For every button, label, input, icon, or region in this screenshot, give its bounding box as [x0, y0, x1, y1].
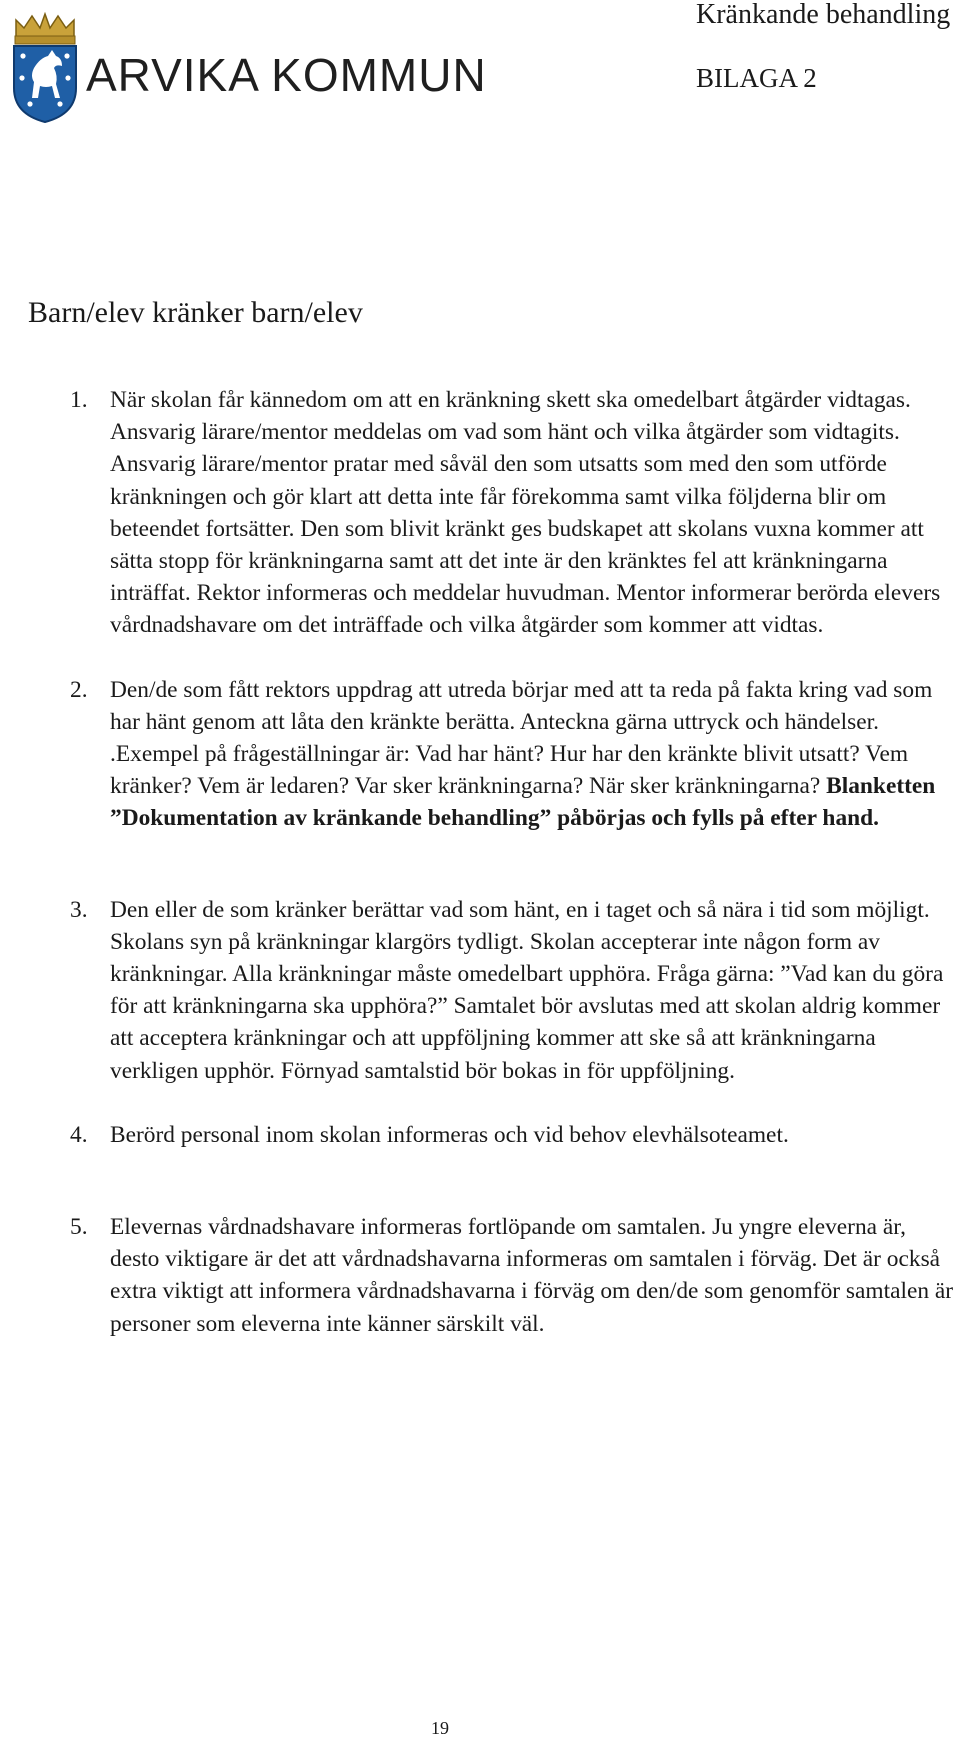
item-number: 4.: [70, 1121, 88, 1148]
page-header: [0, 0, 960, 140]
item-number: 5.: [70, 1214, 88, 1241]
document-title: Kränkande behandling: [696, 0, 951, 30]
list-item: [0, 674, 960, 835]
page-number: 19: [431, 1718, 449, 1738]
item-number: 3.: [70, 896, 88, 923]
item-emphasis: Blanketten ”Dokumentation av kränkande behandling” påbörjas och fylls på efter hand.: [110, 773, 936, 832]
item-text: Berörd personal inom skolan informeras och vid behov elevhälsoteamet.: [110, 1121, 789, 1148]
section-heading: Barn/elev kränker barn/elev: [28, 296, 363, 329]
appendix-label: BILAGA 2: [696, 63, 817, 93]
list-item: [0, 1119, 960, 1151]
list-item: [0, 1211, 960, 1340]
item-number: 2.: [70, 676, 88, 703]
item-number: 1.: [70, 387, 88, 413]
item-text: Den/de som fått rektors uppdrag att utreda börjar med att ta reda på fakta kring vad som har hänt genom att låta den kränkte berätta. Anteckna gärna uttryck och händelser. .Exempel på frågeställningar är: Vad har hänt? Hur har den kränkte blivit utsatt? Vem kränker? Vem är ledaren? Var sker kränkningarna? När sker kränkningarna?: [110, 676, 933, 800]
item-text: Elevernas vårdnadshavare informeras fortlöpande om samtalen. Ju yngre eleverna är, desto viktigare är det att vårdnadshavarna informeras om samtalen i förväg. Det är också extra viktigt att informera vårdnadshavarna i förväg om den/de som genomför samtalen är personer som eleverna inte känner särskilt väl.: [110, 1214, 954, 1337]
instruction-list: [0, 384, 960, 1340]
brand-name: ARVIKA KOMMUN: [86, 49, 487, 101]
list-item: [0, 384, 960, 642]
item-text: När skolan får kännedom om att en kränkning skett ska omedelbart åtgärder vidtagas. Ansvarig lärare/mentor meddelas om vad som hänt och vilka åtgärder som vidtagits. Ansvarig lärare/mentor pratar med såväl den som utsatts som med den som utförde kränkningen och gör klart att detta inte får förekomma samt vilka följderna blir om beteendet fortsätter. Den som blivit kränkt ges budskapet att skolans vuxna kommer att sätta stopp för kränkningarna samt att det inte är den kränktes fel att kränkningarna inträffat. Rektor informeras och meddelar huvudman. Mentor informerar berörda elevers vårdnadshavare om det inträffade och vilka åtgärder som kommer att vidtas.: [110, 387, 941, 639]
item-text: Den eller de som kränker berättar vad som hänt, en i taget och så nära i tid som möjligt. Skolans syn på kränkningar klargörs tydligt. Skolan accepterar inte någon form av kränkningar. Alla kränkningar måste omedelbart upphöra. Fråga gärna: ”Vad kan du göra för att kränkningarna ska upphöra?” Samtalet bör avslutas med att skolan aldrig kommer att acceptera kränkningar och att uppföljning kommer att ske så att kränkningarna verkligen upphör. Förnyad samtalstid bör bokas in för uppföljning.: [110, 896, 944, 1084]
arvika-crest-icon: [10, 12, 80, 124]
list-item: [0, 894, 960, 1087]
